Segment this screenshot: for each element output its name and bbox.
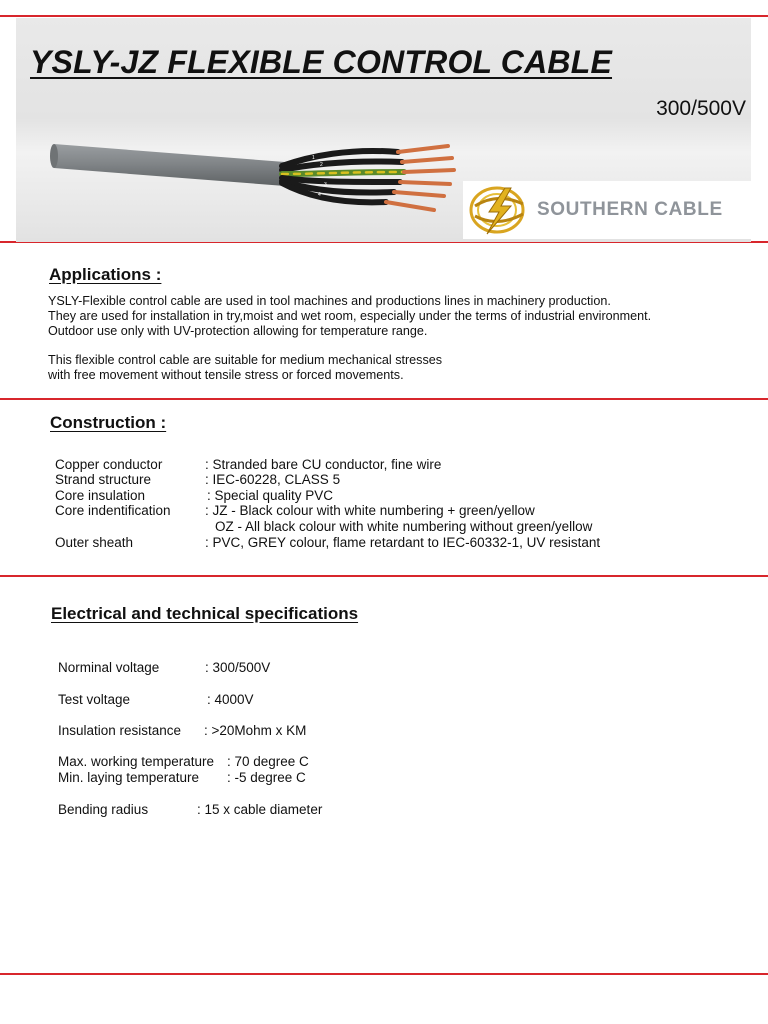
divider-top [0, 15, 768, 17]
specs-heading: Electrical and technical specifications [51, 604, 359, 623]
spec-value: : -5 degree C [227, 770, 306, 785]
construction-label: Strand structure [55, 472, 152, 487]
applications-line: with free movement without tensile stress or forced movements. [48, 368, 404, 382]
construction-value: : PVC, GREY colour, flame retardant to IEC-60332-1, UV resistant [205, 535, 601, 550]
spec-value: : 300/500V [205, 660, 271, 675]
lightning-logo-icon [467, 184, 531, 236]
construction-label: Outer sheath [55, 535, 134, 550]
construction-label: Core indentification [55, 503, 171, 518]
spec-value: : 15 x cable diameter [197, 802, 323, 817]
applications-text-2 [48, 353, 442, 383]
spec-label: Bending radius [58, 802, 149, 817]
construction-value: : IEC-60228, CLASS 5 [205, 472, 341, 487]
divider-bottom [0, 973, 768, 975]
construction-value: : Stranded bare CU conductor, fine wire [205, 457, 442, 472]
spec-value: : 4000V [207, 692, 254, 707]
svg-text:4: 4 [318, 192, 321, 198]
applications-heading: Applications : [49, 265, 162, 284]
divider-applications [0, 398, 768, 400]
header-voltage: 300/500V [656, 97, 746, 120]
spec-label: Test voltage [58, 692, 131, 707]
logo-text: SOUTHERN CABLE [537, 199, 723, 220]
spec-value: : >20Mohm x KM [204, 723, 307, 738]
applications-line: YSLY-Flexible control cable are used in tool machines and productions lines in machinery production. [48, 294, 611, 308]
spec-value: : 70 degree C [227, 754, 309, 769]
applications-line: This flexible control cable are suitable for medium mechanical stresses [48, 353, 443, 367]
brand-logo [463, 181, 751, 239]
svg-text:1: 1 [312, 155, 315, 161]
spec-label: Insulation resistance [58, 723, 182, 738]
construction-value: OZ - All black colour with white numbering without green/yellow [215, 519, 593, 534]
construction-heading: Construction : [50, 413, 167, 432]
svg-text:3: 3 [324, 182, 327, 188]
construction-label: Copper conductor [55, 457, 163, 472]
page-title: YSLY-JZ FLEXIBLE CONTROL CABLE [30, 44, 613, 80]
construction-label: Core insulation [55, 488, 146, 503]
svg-text:2: 2 [320, 162, 323, 168]
spec-label: Norminal voltage [58, 660, 160, 675]
applications-line: Outdoor use only with UV-protection allowing for temperature range. [48, 324, 428, 338]
spec-label: Max. working temperature [58, 754, 215, 769]
cable-image [50, 126, 460, 218]
applications-line: They are used for installation in try,moist and wet room, especially under the terms of industrial environment. [48, 309, 652, 323]
applications-text [48, 294, 651, 339]
construction-value: : JZ - Black colour with white numbering + green/yellow [205, 503, 535, 518]
divider-construction [0, 575, 768, 577]
construction-value: : Special quality PVC [207, 488, 334, 503]
spec-label: Min. laying temperature [58, 770, 200, 785]
